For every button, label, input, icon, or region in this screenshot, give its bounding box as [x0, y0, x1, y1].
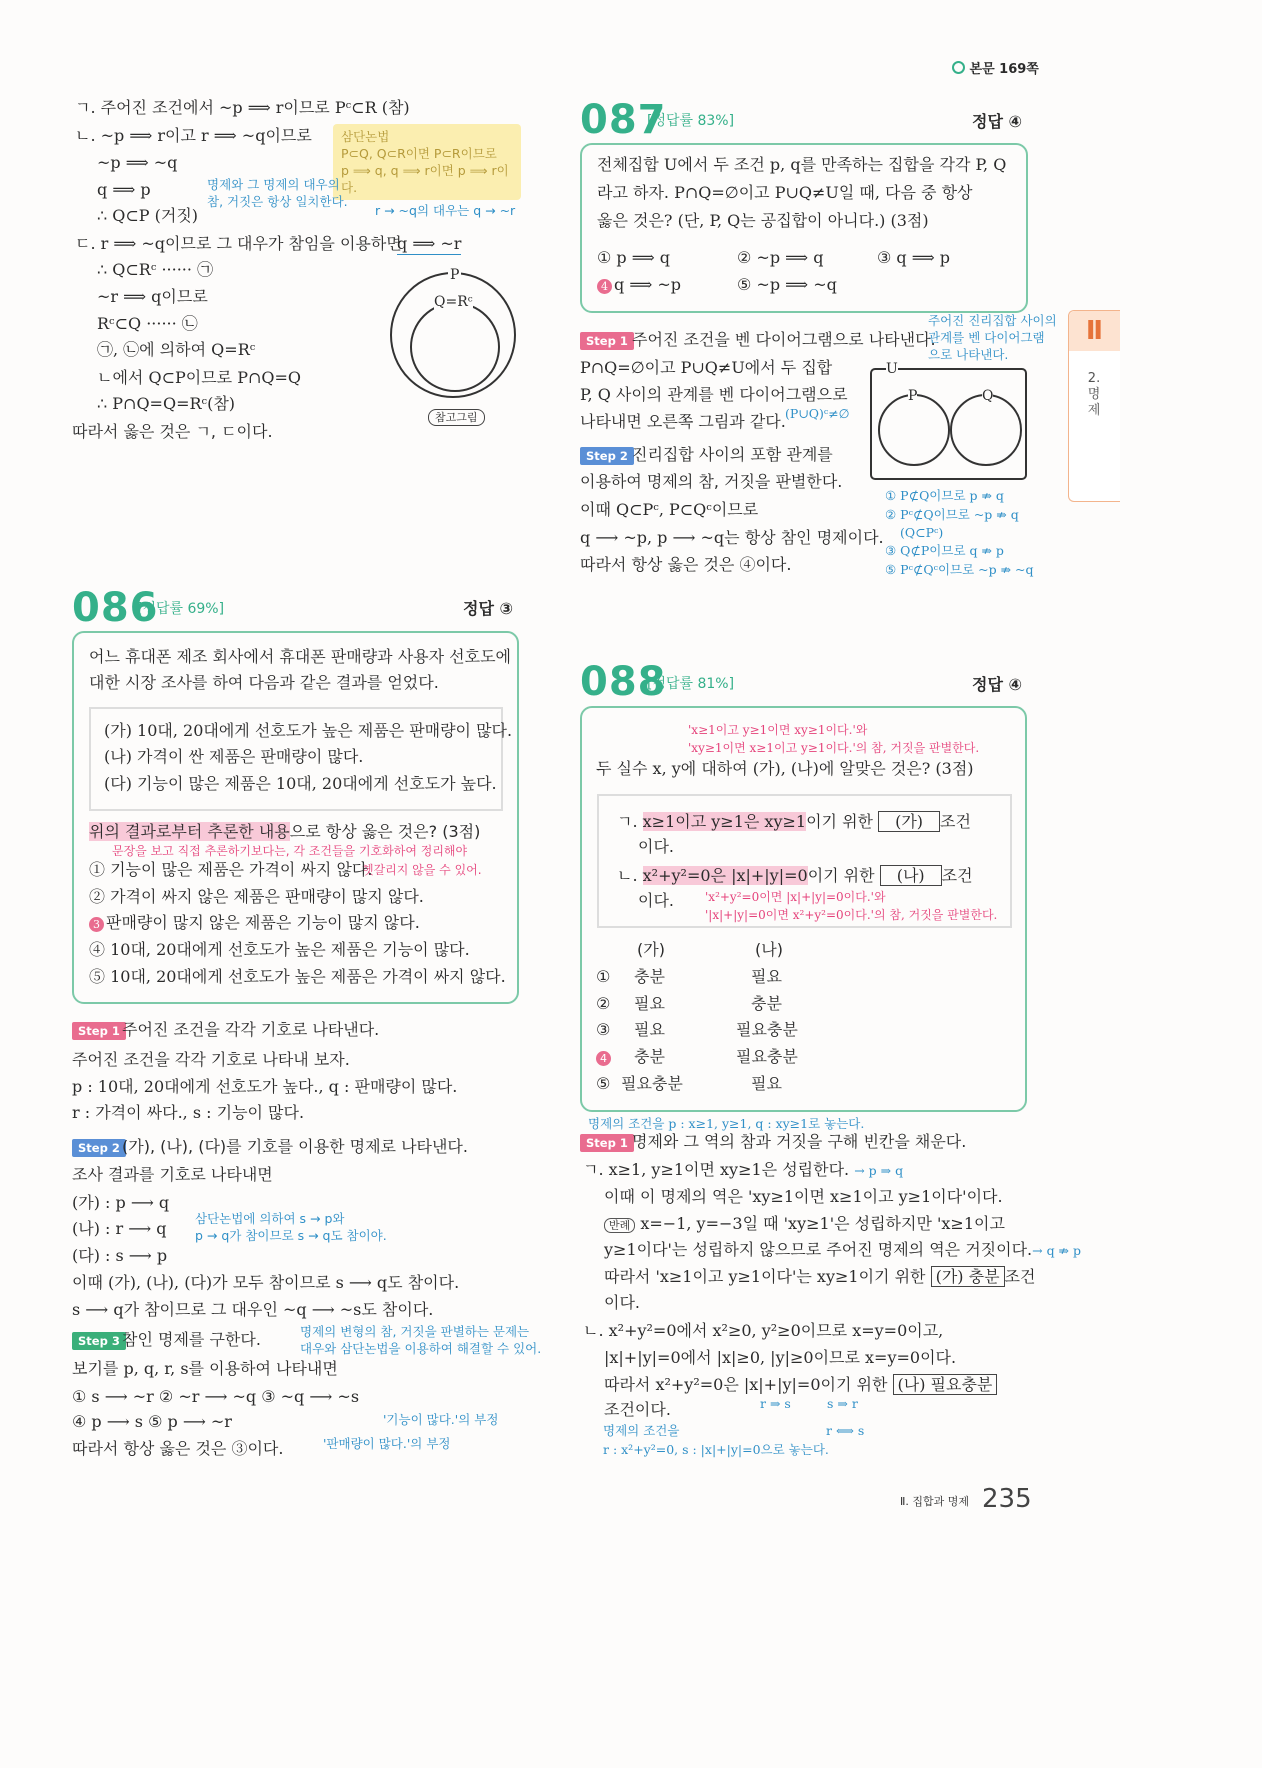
note-line: P⊂Q, Q⊂R이면 P⊂R이므로 — [341, 146, 497, 161]
highlight: x≥1이고 y≥1은 xy≥1 — [642, 812, 807, 831]
syllogism-note — [195, 1210, 387, 1244]
option-4[interactable] — [597, 275, 681, 295]
solution-line: 이때 Q⊂Pᶜ, P⊂Qᶜ이므로 — [580, 500, 759, 519]
reference-figure-tag: 참고그림 — [428, 409, 485, 426]
pink-note: 문장을 보고 직접 추론하기보다는, 각 조건들을 기호화하여 정리해야 — [112, 844, 468, 858]
step-badge: Step 1 — [72, 1022, 126, 1040]
step-badge: Step 2 — [580, 447, 634, 465]
text: 이기 위한 — [807, 866, 875, 885]
solution-line: ∴ P∩Q=Q=Rᶜ(참) — [97, 394, 236, 413]
option-4[interactable]: ④ 10대, 20대에게 선호도가 높은 제품은 기능이 많다. — [89, 940, 470, 959]
table-header: (가) — [637, 940, 665, 959]
step-title: 진리집합 사이의 포함 관계를 — [632, 445, 833, 464]
note-line: 명제와 그 명제의 대우의 — [207, 177, 340, 192]
filled-blank: (나) 필요충분 — [893, 1374, 998, 1395]
blank-box: (가) — [878, 811, 940, 832]
circle-icon — [952, 61, 965, 74]
solution-line: ㄷ. r ⟹ ~q이므로 그 대우가 참임을 이용하면 — [75, 234, 402, 253]
label: ㄱ. — [617, 812, 643, 831]
chapter-label: 2. 명제 — [1087, 371, 1101, 418]
contrapositive-note-2: r → ~q의 대우는 q → ~r — [375, 203, 516, 218]
solution-line: ~r ⟹ q이므로 — [97, 287, 208, 306]
solution-line: 따라서 'x≥1이고 y≥1이다'는 xy≥1이기 위한 (가) 충분 조건 — [604, 1267, 1036, 1286]
text: 조건 — [940, 812, 971, 831]
note-line: 대우와 삼단논법을 이용하여 해결할 수 있어. — [300, 1341, 542, 1356]
text: 조건 — [941, 866, 973, 885]
note-line: 삼단논법 — [341, 129, 390, 144]
option-text: 판매량이 많지 않은 제품은 기능이 많지 않다. — [106, 913, 420, 932]
set-label-p: P — [450, 267, 460, 283]
set-label-q: Q=Rᶜ — [434, 294, 473, 310]
condition: (나) 가격이 싼 제품은 판매량이 많다. — [104, 747, 364, 766]
blank-box: (나) — [880, 865, 942, 886]
statement-2 — [617, 866, 973, 886]
solution-line: ㄱ. x≥1, y≥1이면 xy≥1은 성립한다. → p ⇒ q — [583, 1160, 904, 1179]
counterexample-tag: 반례 — [604, 1218, 635, 1233]
solution-line: ④ p ⟶ s ⑤ p ⟶ ~r — [72, 1412, 232, 1431]
note-line: 관계를 벤 다이어그램 — [928, 330, 1045, 345]
stem-line: 옳은 것은? (단, P, Q는 공집합이 아니다.) (3점) — [597, 211, 929, 230]
solution-line: s ⟶ q가 참이므로 그 대우인 ~q ⟶ ~s도 참이다. — [72, 1300, 434, 1319]
step-title: 명제와 그 역의 참과 거짓을 구해 빈칸을 채운다. — [632, 1132, 967, 1151]
correct-rate: [정답률 83%] — [647, 113, 735, 129]
label: ㄴ. — [617, 866, 643, 885]
option-5[interactable]: ⑤ 10대, 20대에게 선호도가 높은 제품은 가격이 싸지 않다. — [89, 967, 506, 986]
solution-line: ~p ⟹ ~q — [97, 153, 178, 172]
venn-circles — [872, 370, 1025, 478]
solution-line: 이용하여 명제의 참, 거짓을 판별한다. — [580, 472, 843, 491]
filled-blank: (가) 충분 — [931, 1266, 1005, 1287]
option-check-note: (Q⊂Pᶜ) — [900, 525, 944, 540]
solution-line: P, Q 사이의 관계를 벤 다이어그램으로 — [580, 385, 848, 404]
step-badge: Step 2 — [72, 1139, 126, 1157]
table-header: (나) — [755, 940, 783, 959]
stem-line: 전체집합 U에서 두 조건 p, q를 만족하는 집합을 각각 P, Q — [597, 155, 1007, 174]
universe-label: U — [886, 361, 898, 377]
solution-line: r : 가격이 싸다., s : 기능이 많다. — [72, 1103, 305, 1122]
solution-line: 따라서 항상 옳은 것은 ④이다. — [580, 555, 792, 574]
question — [89, 822, 480, 842]
footer-chapter: Ⅱ. 집합과 명제 — [900, 1495, 970, 1508]
step-title: (가), (나), (다)를 기호를 이용한 명제로 나타낸다. — [122, 1137, 468, 1156]
solution-line: 주어진 조건을 각각 기호로 나타내 보자. — [72, 1050, 350, 1069]
step-badge: Step 1 — [580, 1134, 634, 1152]
condition: (다) 기능이 많은 제품은 10대, 20대에게 선호도가 높다. — [104, 774, 497, 793]
complement-note: (P∪Q)ᶜ≠∅ — [785, 406, 850, 421]
solution-line: P∩Q=∅이고 P∪Q≠U에서 두 집합 — [580, 358, 833, 377]
solution-line: 이때 이 명제의 역은 'xy≥1이면 x≥1이고 y≥1이다'이다. — [604, 1187, 1003, 1206]
note-line: p → q가 참이므로 s → q도 참이야. — [195, 1228, 387, 1243]
solution-line: (다) : s ⟶ p — [72, 1246, 168, 1265]
option-4[interactable]: 4 충분 필요충분 — [596, 1047, 613, 1067]
negation-note: '판매량이 많다.'의 부정 — [323, 1436, 451, 1451]
solution-line: y≥1이다'는 성립하지 않으므로 주어진 명제의 역은 거짓이다.→ q ⇏ p — [604, 1240, 1081, 1259]
option-2[interactable]: ② ~p ⟹ q — [737, 248, 824, 267]
option-1[interactable]: ① 기능이 많은 제품은 가격이 싸지 않다. — [89, 860, 373, 879]
implication-note: r ⟺ s — [826, 1423, 865, 1438]
variant-note — [300, 1323, 541, 1357]
note-line: 으로 나타낸다. — [928, 347, 1009, 362]
option-check-note: ① P⊄Q이므로 p ⇏ q — [885, 488, 1004, 503]
solution-line: ㉠, ㉡에 의하여 Q=Rᶜ — [97, 340, 256, 359]
answer: 정답 ④ — [972, 675, 1023, 694]
implication-note: → q ⇏ p — [1032, 1243, 1081, 1258]
solution-line: 따라서 x²+y²=0은 |x|+|y|=0이기 위한 (나) 필요충분 — [604, 1375, 997, 1395]
chapter-roman: Ⅱ — [1069, 311, 1120, 351]
implication-note: → p ⇒ q — [854, 1163, 904, 1178]
stem-line: 대한 시장 조사를 하여 다음과 같은 결과를 얻었다. — [89, 673, 439, 692]
reference-page: 본문 169쪽 — [952, 60, 1039, 80]
solution-line: q ⟹ ~r — [397, 234, 462, 253]
option-1[interactable]: ① 충분 필요 — [596, 967, 782, 986]
step-badge: Step 3 — [72, 1332, 126, 1350]
set-label-p: P — [908, 388, 918, 404]
problem-number: 087 — [580, 97, 667, 143]
step-badge: Step 1 — [580, 332, 634, 350]
negation-note: '기능이 많다.'의 부정 — [383, 1412, 499, 1427]
solution-line: p : 10대, 20대에게 선호도가 높다., q : 판매량이 많다. — [72, 1077, 458, 1096]
check-mark-icon: 3 — [89, 917, 104, 932]
statement-cont: 이다. — [638, 891, 674, 910]
solution-line: 따라서 옳은 것은 ㄱ, ㄷ이다. — [72, 422, 273, 441]
solution-line: ∴ Q⊂P (거짓) — [97, 206, 199, 225]
solution-line: ㄴ에서 Q⊂P이므로 P∩Q=Q — [97, 368, 302, 387]
step-title: 주어진 조건을 각각 기호로 나타낸다. — [122, 1020, 380, 1039]
solution-line: 이때 (가), (나), (다)가 모두 참이므로 s ⟶ q도 참이다. — [72, 1273, 460, 1292]
option-1[interactable]: ① p ⟹ q — [597, 248, 671, 267]
syllogism-note — [333, 124, 521, 200]
set-label-q: Q — [982, 388, 994, 404]
note-line: p ⟹ q, q ⟹ r이면 p ⟹ r이다. — [341, 163, 509, 195]
correct-rate: [정답률 81%] — [647, 676, 735, 692]
stem-line: 어느 휴대폰 제조 회사에서 휴대폰 판매량과 사용자 선호도에 — [89, 647, 512, 666]
solution-line: ㄴ. x²+y²=0에서 x²≥0, y²≥0이므로 x=y=0이고, — [583, 1321, 944, 1340]
option-text: q ⟹ ~p — [614, 275, 681, 294]
problem-number: 086 — [72, 585, 159, 631]
answer: 정답 ④ — [972, 112, 1023, 131]
implication-note: s ⇒ r — [827, 1396, 858, 1411]
note-line: 명제의 변형의 참, 거짓을 판별하는 문제는 — [300, 1324, 530, 1339]
solution-line: 나타내면 오른쪽 그림과 같다. — [580, 412, 786, 431]
solution-line: ㄴ. ~p ⟹ r이고 r ⟹ ~q이므로 — [75, 126, 312, 145]
pink-note: 'x≥1이고 y≥1이면 xy≥1이다.'와 — [688, 723, 868, 737]
solution-line: 반례 x=−1, y=−3일 때 'xy≥1'은 성립하지만 'x≥1이고 — [604, 1214, 1005, 1236]
option-5[interactable]: ⑤ 필요충분 필요 — [596, 1074, 782, 1093]
stem-line: 라고 하자. P∩Q=∅이고 P∪Q≠U일 때, 다음 중 항상 — [597, 183, 973, 202]
correct-rate: [정답률 69%] — [137, 601, 225, 617]
note-line: 삼단논법에 의하여 s → p와 — [195, 1211, 345, 1226]
stem: 두 실수 x, y에 대하여 (가), (나)에 알맞은 것은? (3점) — [596, 759, 974, 778]
solution-line: Rᶜ⊂Q ······ ㉡ — [97, 314, 198, 333]
step-title: 주어진 조건을 벤 다이어그램으로 나타낸다. — [632, 330, 936, 349]
condition-note: r : x²+y²=0, s : |x|+|y|=0으로 놓는다. — [603, 1442, 829, 1457]
option-2[interactable]: ② 필요 충분 — [596, 994, 782, 1013]
pink-note: '|x|+|y|=0이면 x²+y²=0이다.'의 참, 거짓을 판별한다. — [705, 908, 998, 922]
implication-note: r ⇒ s — [760, 1396, 791, 1411]
check-mark-icon: 4 — [597, 279, 612, 294]
solution-line: (나) : r ⟶ q — [72, 1219, 167, 1238]
problem-number: 088 — [580, 659, 667, 705]
solution-line: 조사 결과를 기호로 나타내면 — [72, 1165, 273, 1184]
option-2[interactable]: ② 가격이 싸지 않은 제품은 판매량이 많지 않다. — [89, 887, 424, 906]
page-number: 235 — [982, 1484, 1032, 1514]
question-highlight: 위의 결과로부터 추론한 내용 — [89, 822, 290, 841]
note-line: 주어진 진리집합 사이의 — [928, 313, 1057, 328]
option-check-note: ⑤ Pᶜ⊄Qᶜ이므로 ~p ⇏ ~q — [885, 562, 1034, 577]
solution-line: 이다. — [604, 1293, 640, 1312]
chapter-tab[interactable] — [1068, 310, 1120, 502]
solution-line: q ⟹ p — [97, 180, 151, 199]
note-line: 참, 거짓은 항상 일치한다. — [207, 194, 348, 209]
text: 이기 위한 — [806, 812, 873, 831]
option-3[interactable]: ③ q ⟹ p — [877, 248, 951, 267]
venn-note — [928, 312, 1057, 363]
answer: 정답 ③ — [463, 599, 514, 618]
solution-line: 따라서 항상 옳은 것은 ③이다. — [72, 1439, 284, 1458]
statement-1 — [617, 812, 971, 832]
inclusion-diagram — [385, 265, 525, 405]
contrapositive-note — [207, 176, 348, 210]
option-3[interactable] — [89, 913, 420, 933]
venn-diagram — [870, 361, 1027, 480]
pink-note: 'x²+y²=0이면 |x|+|y|=0이다.'와 — [705, 890, 886, 904]
check-mark-icon: 4 — [596, 1051, 611, 1066]
condition: (가) 10대, 20대에게 선호도가 높은 제품은 판매량이 많다. — [104, 721, 513, 740]
option-5[interactable]: ⑤ ~p ⟹ ~q — [737, 275, 837, 294]
option-check-note: ② Pᶜ⊄Q이므로 ~p ⇏ q — [885, 507, 1019, 522]
condition-note: 명제의 조건을 — [603, 1423, 680, 1438]
pink-note: 헷갈리지 않을 수 있어. — [362, 863, 482, 877]
condition-note: 명제의 조건을 p : x≥1, y≥1, q : xy≥1로 놓는다. — [588, 1116, 865, 1131]
solution-line: 보기를 p, q, r, s를 이용하여 나타내면 — [72, 1359, 338, 1378]
highlight: x²+y²=0은 |x|+|y|=0 — [642, 866, 808, 885]
option-3[interactable]: ③ 필요 필요충분 — [596, 1020, 798, 1039]
question-rest: 으로 항상 옳은 것은? (3점) — [289, 822, 481, 841]
step-title: 참인 명제를 구한다. — [122, 1330, 261, 1349]
solution-line: q ⟶ ~p, p ⟶ ~q는 항상 참인 명제이다. — [580, 528, 884, 547]
solution-line: 조건이다. — [604, 1400, 671, 1419]
solution-line: (가) : p ⟶ q — [72, 1193, 170, 1212]
pink-note: 'xy≥1이면 x≥1이고 y≥1이다.'의 참, 거짓을 판별한다. — [688, 741, 980, 755]
statement-cont: 이다. — [638, 837, 674, 856]
option-check-note: ③ Q⊄P이므로 q ⇏ p — [885, 543, 1004, 558]
solution-line: ① s ⟶ ~r ② ~r ⟶ ~q ③ ~q ⟶ ~s — [72, 1387, 360, 1406]
solution-line: ㄱ. 주어진 조건에서 ~p ⟹ r이므로 Pᶜ⊂R (참) — [75, 98, 410, 117]
solution-line: |x|+|y|=0에서 |x|≥0, |y|≥0이므로 x=y=0이다. — [604, 1348, 957, 1367]
solution-line: ∴ Q⊂Rᶜ ······ ㉠ — [97, 260, 214, 279]
